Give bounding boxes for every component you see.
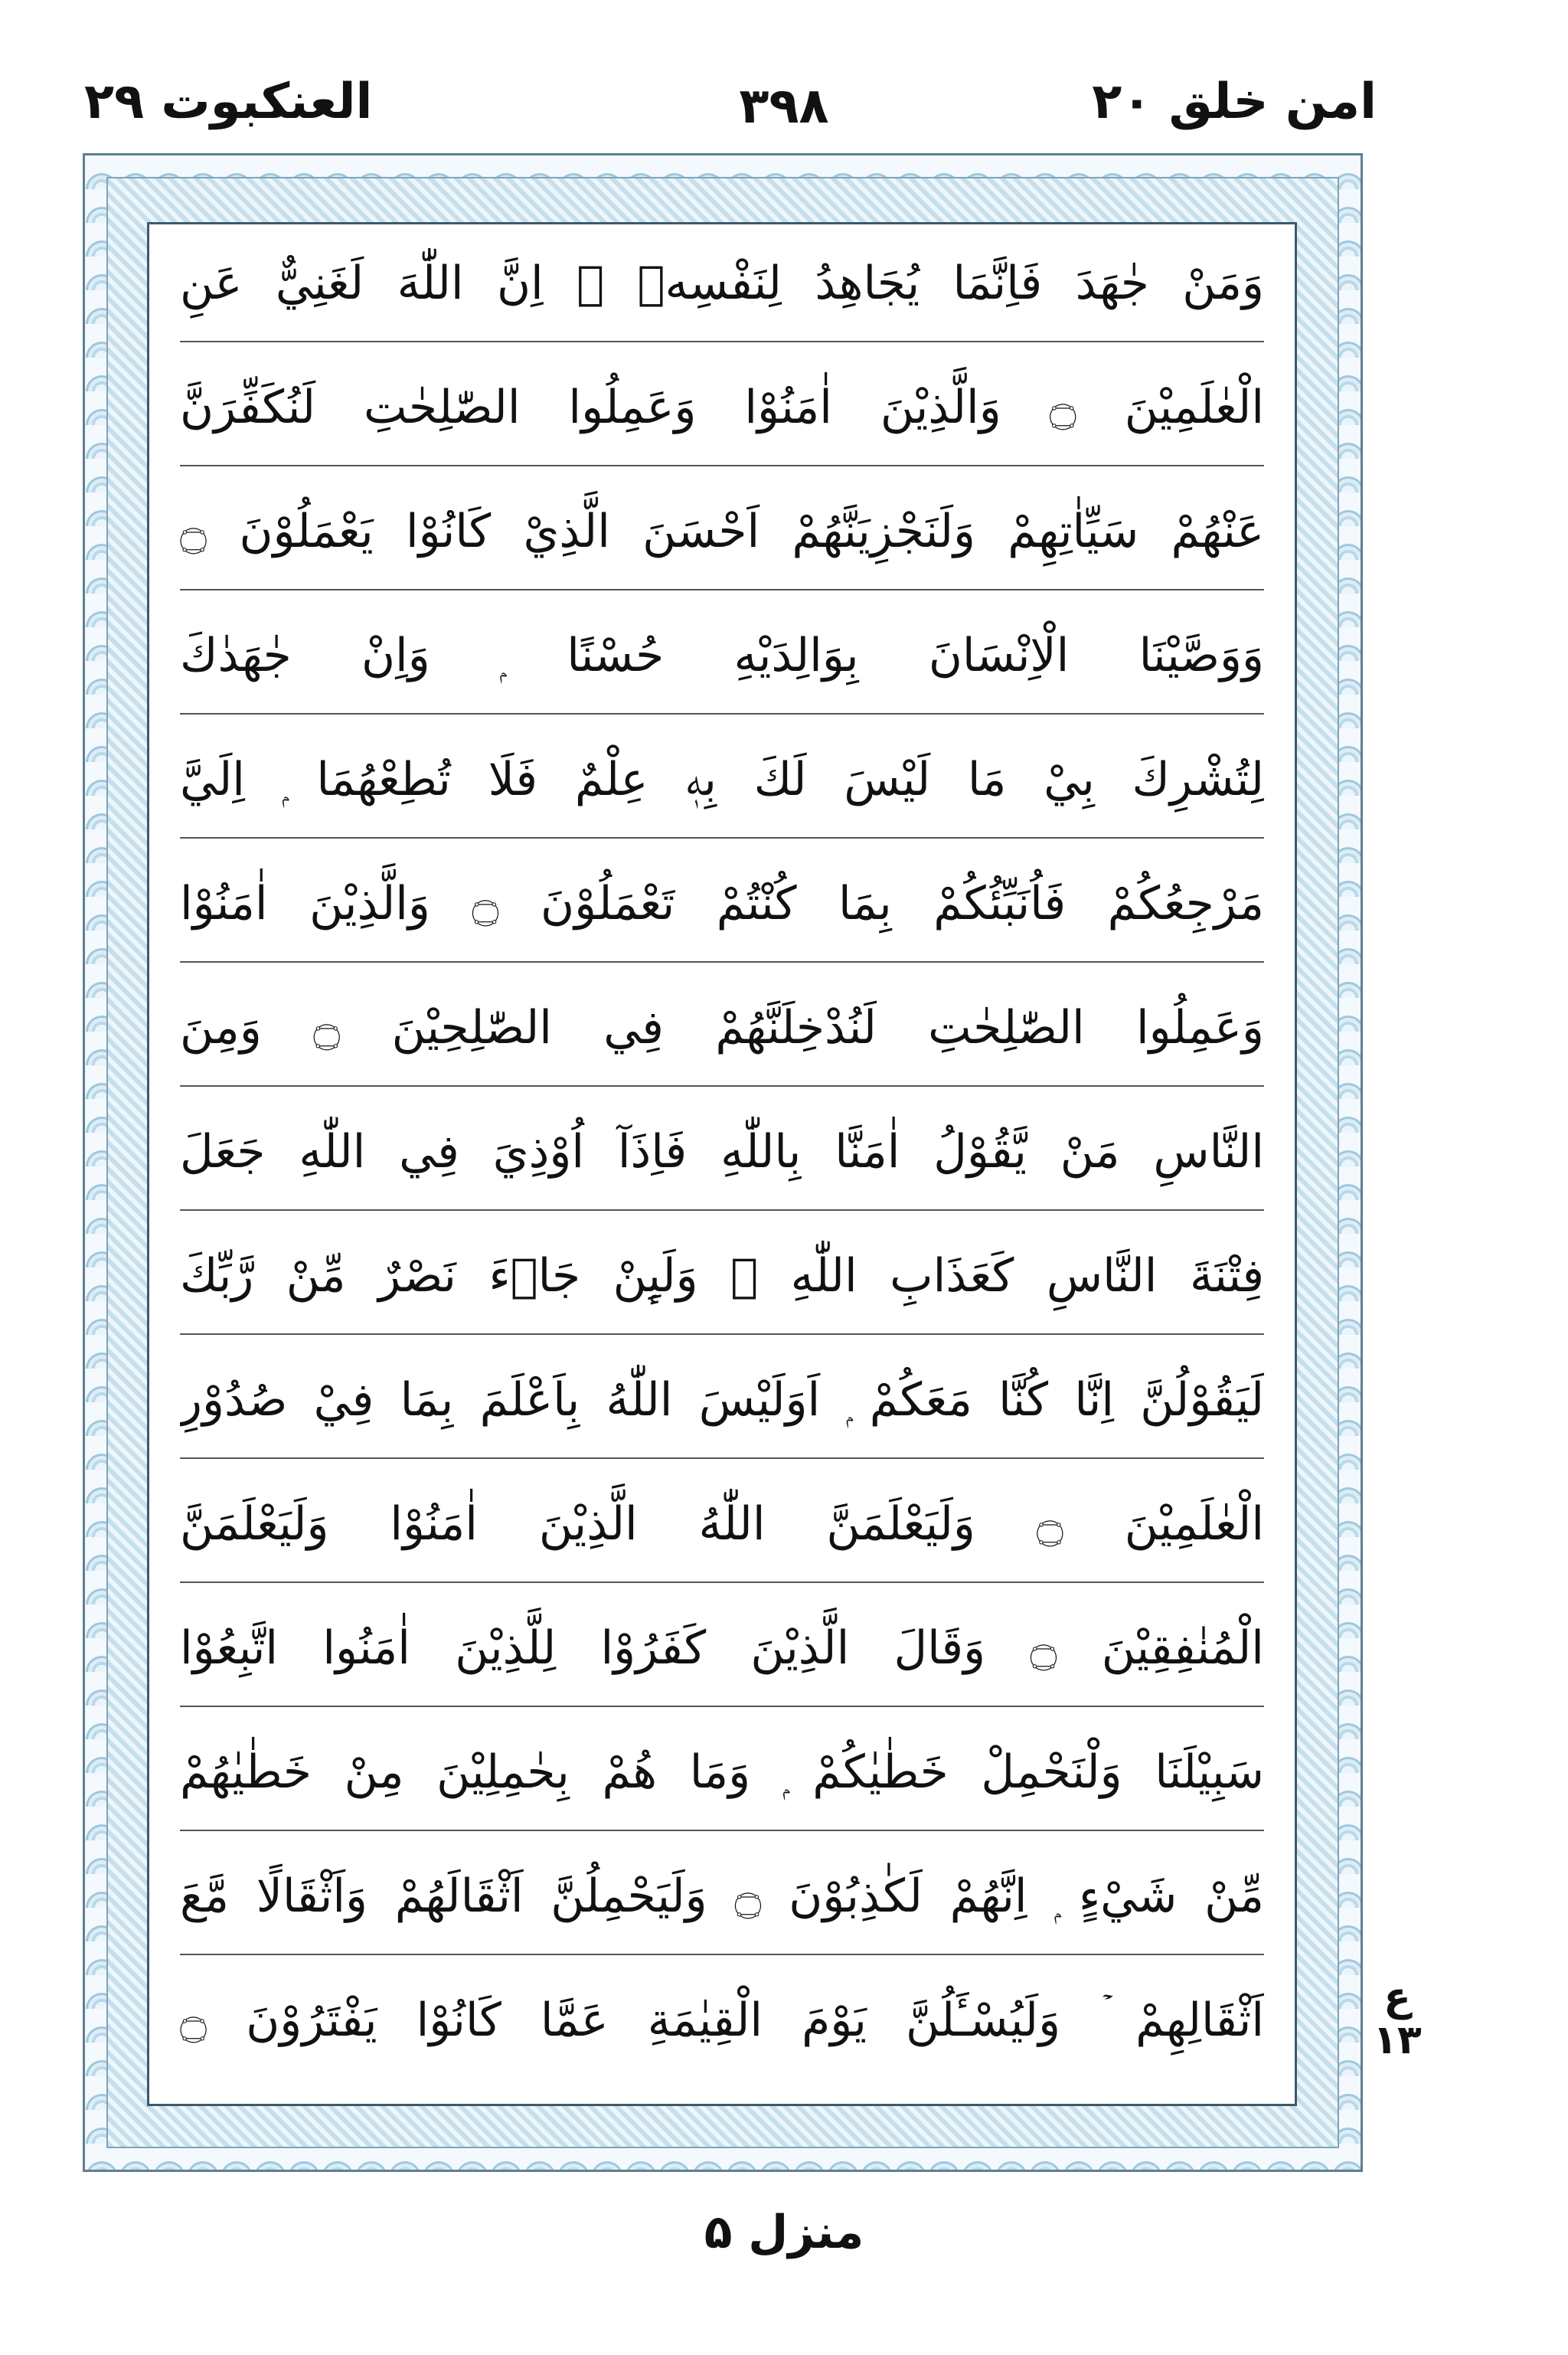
text-line-13: سَبِيْلَنَا وَلْنَحْمِلْ خَطٰيٰكُمْ ۭ وَمَا هُمْ بِحٰمِلِيْنَ مِنْ خَطٰيٰهُمْ xyxy=(180,1713,1264,1831)
text-line-11: الْعٰلَمِيْنَ ۝ وَلَيَعْلَمَنَّ اللّٰهُ الَّذِيْنَ اٰمَنُوْا وَلَيَعْلَمَنَّ xyxy=(180,1465,1264,1583)
text-line-3: عَنْهُمْ سَيِّاٰتِهِمْ وَلَنَجْزِيَنَّهُمْ اَحْسَنَ الَّذِيْ كَانُوْا يَعْمَلُوْنَ ۝ xyxy=(180,473,1264,590)
page-header xyxy=(0,0,1568,153)
text-line-7: وَعَمِلُوا الصّٰلِحٰتِ لَنُدْخِلَنَّهُمْ فِي الصّٰلِحِيْنَ ۝ وَمِنَ xyxy=(180,969,1264,1087)
ruku-marker: ع ۱۳ xyxy=(1373,1974,1422,2063)
juz-name-header: امن خلق ۲۰ xyxy=(1092,74,1377,130)
surah-name-header: العنکبوت ۲۹ xyxy=(84,74,373,130)
text-line-10: لَيَقُوْلُنَّ اِنَّا كُنَّا مَعَكُمْ ۭ اَوَلَيْسَ اللّٰهُ بِاَعْلَمَ بِمَا فِيْ صُدُوْرِ xyxy=(180,1341,1264,1459)
text-line-5: لِتُشْرِكَ بِيْ مَا لَيْسَ لَكَ بِهٖ عِلْمٌ فَلَا تُطِعْهُمَا ۭ اِلَيَّ xyxy=(180,721,1264,839)
page-number: ۳۹۸ xyxy=(739,78,829,135)
text-line-14: مِّنْ شَيْءٍ ۭ اِنَّهُمْ لَكٰذِبُوْنَ ۝ وَلَيَحْمِلُنَّ اَثْقَالَهُمْ وَاَثْقَالًا مَّعَ xyxy=(180,1837,1264,1955)
text-line-8: النَّاسِ مَنْ يَّقُوْلُ اٰمَنَّا بِاللّٰهِ فَاِذَآ اُوْذِيَ فِي اللّٰهِ جَعَلَ xyxy=(180,1093,1264,1211)
text-line-15: اَثْقَالِهِمْ ۡ وَلَيُسْـَٔلُنَّ يَوْمَ الْقِيٰمَةِ عَمَّا كَانُوْا يَفْتَرُوْنَ ۝ xyxy=(180,1994,1264,2047)
text-line-4: وَوَصَّيْنَا الْاِنْسَانَ بِوَالِدَيْهِ حُسْنًا ۭ وَاِنْ جٰهَدٰكَ xyxy=(180,597,1264,715)
text-line-9: فِتْنَةَ النَّاسِ كَعَذَابِ اللّٰهِ ۭ وَلَىِٕنْ جَاۗءَ نَصْرٌ مِّنْ رَّبِّكَ xyxy=(180,1217,1264,1335)
text-line-1: وَمَنْ جٰهَدَ فَاِنَّمَا يُجَاهِدُ لِنَفْسِهٖ ۭ اِنَّ اللّٰهَ لَغَنِيٌّ عَنِ xyxy=(180,224,1264,342)
text-line-2: الْعٰلَمِيْنَ ۝ وَالَّذِيْنَ اٰمَنُوْا وَعَمِلُوا الصّٰلِحٰتِ لَنُكَفِّرَنَّ xyxy=(180,348,1264,466)
text-line-12: الْمُنٰفِقِيْنَ ۝ وَقَالَ الَّذِيْنَ كَفَرُوْا لِلَّذِيْنَ اٰمَنُوا اتَّبِعُوْا xyxy=(180,1589,1264,1707)
text-panel xyxy=(147,222,1297,2106)
manzil-footer: منزل ۵ xyxy=(704,2206,864,2259)
text-line-6: مَرْجِعُكُمْ فَاُنَبِّئُكُمْ بِمَا كُنْتُمْ تَعْمَلُوْنَ ۝ وَالَّذِيْنَ اٰمَنُوْا xyxy=(180,845,1264,963)
